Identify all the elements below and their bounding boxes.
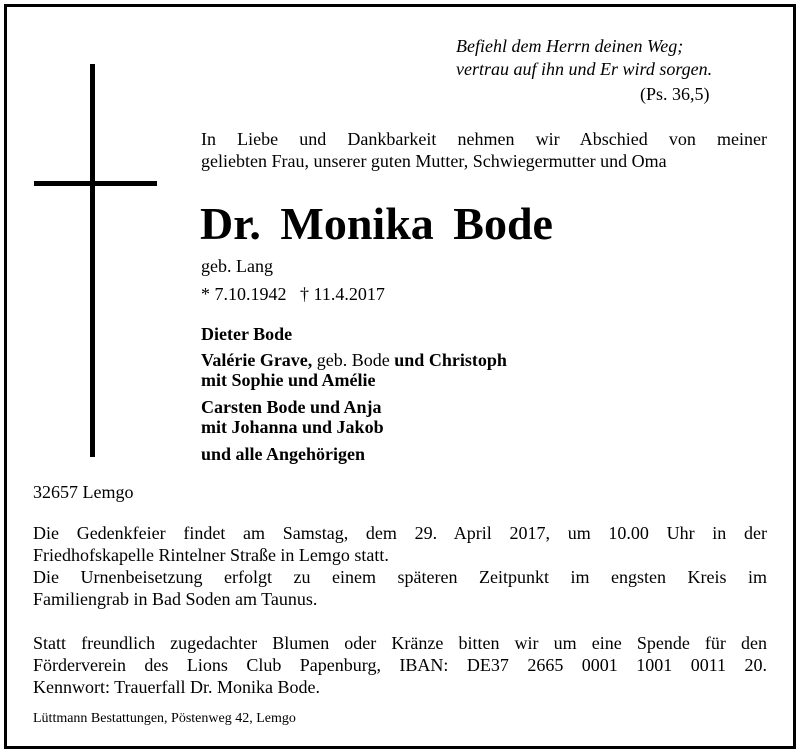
verse-reference: (Ps. 36,5): [640, 84, 710, 104]
family-line-3: mit Sophie und Amélie: [201, 370, 376, 390]
deceased-name: Dr. Monika Bode: [200, 198, 553, 249]
family-line-5: mit Johanna und Jakob: [201, 417, 384, 437]
cross-vertical-bar: [90, 64, 95, 457]
verse-line-1: Befiehl dem Herrn deinen Weg;: [456, 36, 684, 56]
family-line-1: Dieter Bode: [201, 324, 293, 344]
family-line-6: und alle Angehörigen: [201, 444, 366, 464]
location: 32657 Lemgo: [33, 482, 134, 502]
intro-text: [201, 128, 767, 172]
life-dates: * 7.10.1942 † 11.4.2017: [201, 284, 385, 304]
maiden-name: geb. Lang: [201, 256, 273, 276]
service-line-4: Familiengrab in Bad Soden am Taunus.: [33, 589, 318, 609]
service-line-3: Die Urnenbeisetzung erfolgt zu einem späteren Zeitpunkt im engsten Kreis im: [33, 567, 767, 587]
family-line-4: Carsten Bode und Anja: [201, 397, 382, 417]
donation-line-1: Statt freundlich zugedachter Blumen oder Kränze bitten wir um eine Spende für den: [33, 633, 767, 653]
donation-line-3: Kennwort: Trauerfall Dr. Monika Bode.: [33, 677, 320, 697]
verse-line-2: vertrau auf ihn und Er wird sorgen.: [456, 59, 713, 79]
cross-horizontal-bar: [34, 181, 157, 186]
donation-line-2: Förderverein des Lions Club Papenburg, IBAN: DE37 2665 0001 1001 0011 20.: [33, 655, 767, 675]
family-line-2-maiden: geb. Bode: [312, 350, 395, 370]
service-line-2: Friedhofskapelle Rintelner Straße in Lemgo statt.: [33, 545, 389, 565]
service-line-1: Die Gedenkfeier findet am Samstag, dem 29. April 2017, um 10.00 Uhr in der: [33, 523, 767, 543]
funeral-home-footer: Lüttmann Bestattungen, Pöstenweg 42, Lemgo: [33, 711, 296, 726]
donation-info: [33, 632, 767, 698]
family-line-2-partner: und Christoph: [394, 350, 507, 370]
intro-line-2: geliebten Frau, unserer guten Mutter, Schwiegermutter und Oma: [201, 151, 667, 171]
family-line-2: [201, 350, 507, 370]
family-line-2-name: Valérie Grave,: [201, 350, 313, 370]
service-info: [33, 522, 767, 610]
intro-line-1: In Liebe und Dankbarkeit nehmen wir Abschied von meiner: [201, 129, 767, 149]
